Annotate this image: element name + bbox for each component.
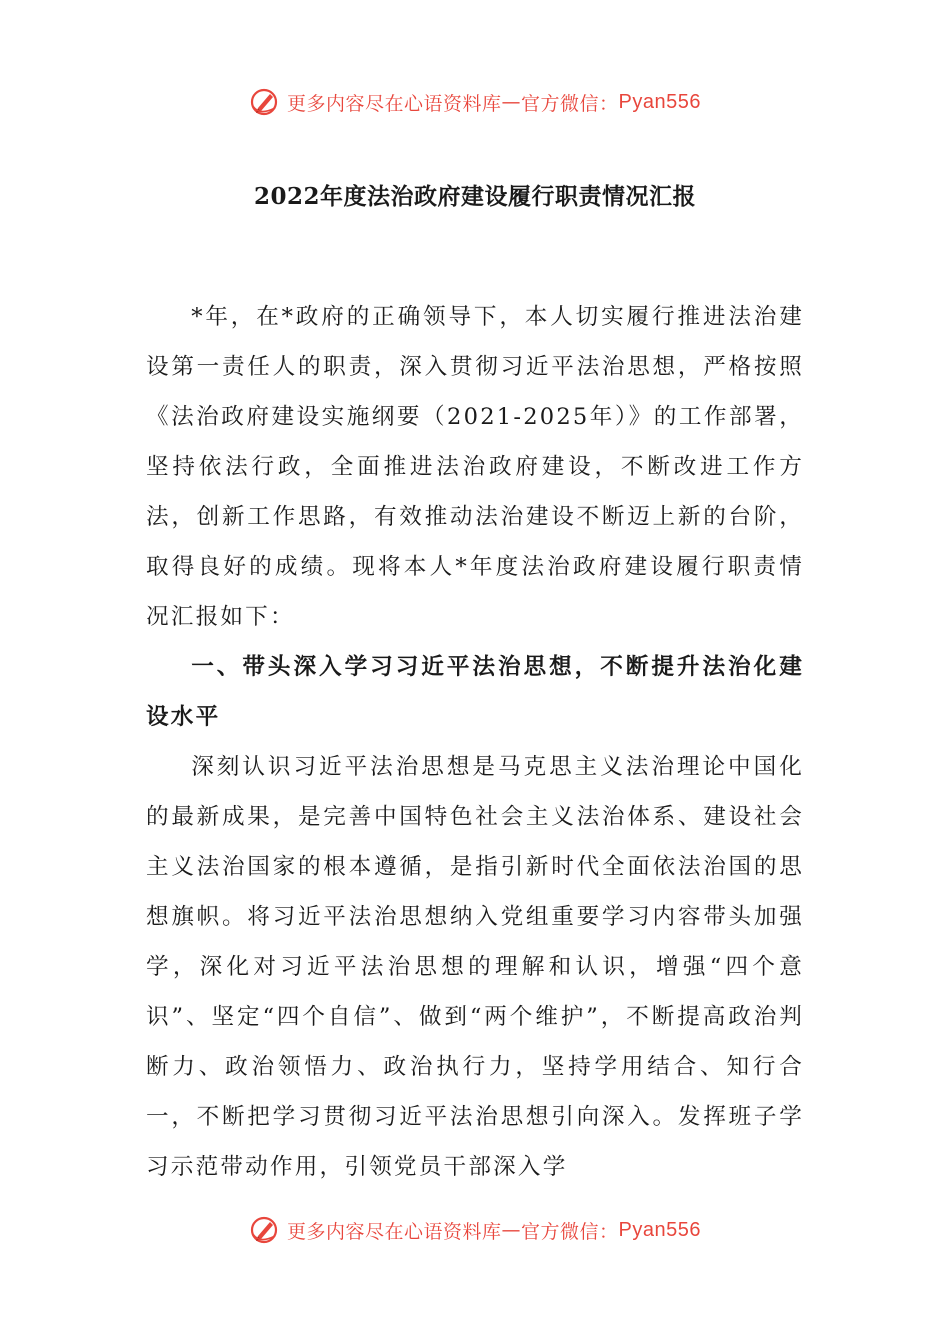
watermark-wechat-id: Pyan556: [618, 1218, 701, 1241]
section-heading-1: 一、带头深入学习习近平法治思想，不断提升法治化建设水平: [146, 654, 804, 730]
watermark-brand: 更多内容尽在心语资料库: [287, 92, 502, 115]
watermark-wechat-id: Pyan556: [618, 90, 701, 113]
watermark-wechat-label: 官方微信：: [521, 92, 619, 115]
watermark-dash: —: [501, 1219, 522, 1241]
pen-seal-icon: [249, 86, 281, 118]
paragraph-section-1: 深刻认识习近平法治思想是马克思主义法治理论中国化的最新成果，是完善中国特色社会主义法治体系、建设社会主义法治国家的根本遵循，是指引新时代全面依法治国的思想旗帜。将习近平法治思想纳入党组重要学习内容带头加强学，深化对习近平法治思想的理解和认识，增强“四个意识”、坚定“四个自信”、做到“两个维护”，不断提高政治判断力、政治领悟力、政治执行力，坚持学用结合、知行合一，不断把学习贯彻习近平法治思想引向深入。发挥班子学习示范带动作用，引领党员干部深入学: [146, 754, 804, 1180]
document-title: 2022年度法治政府建设履行职责情况汇报: [253, 183, 696, 210]
watermark-header: [0, 82, 950, 122]
document-body: [146, 292, 804, 1192]
watermark-footer: [0, 1210, 950, 1250]
watermark-brand: 更多内容尽在心语资料库: [287, 1220, 502, 1243]
pen-seal-icon: [249, 1214, 281, 1246]
paragraph-intro: *年，在*政府的正确领导下，本人切实履行推进法治建设第一责任人的职责，深入贯彻习近平法治思想，严格按照《法治政府建设实施纲要（2021-2025年）》的工作部署，坚持依法行政，全面推进法治政府建设，不断改进工作方法，创新工作思路，有效推动法治建设不断迈上新的台阶，取得良好的成绩。现将本人*年度法治政府建设履行职责情况汇报如下：: [146, 304, 804, 630]
watermark-wechat-label: 官方微信：: [521, 1220, 619, 1243]
watermark-dash: —: [501, 91, 522, 113]
